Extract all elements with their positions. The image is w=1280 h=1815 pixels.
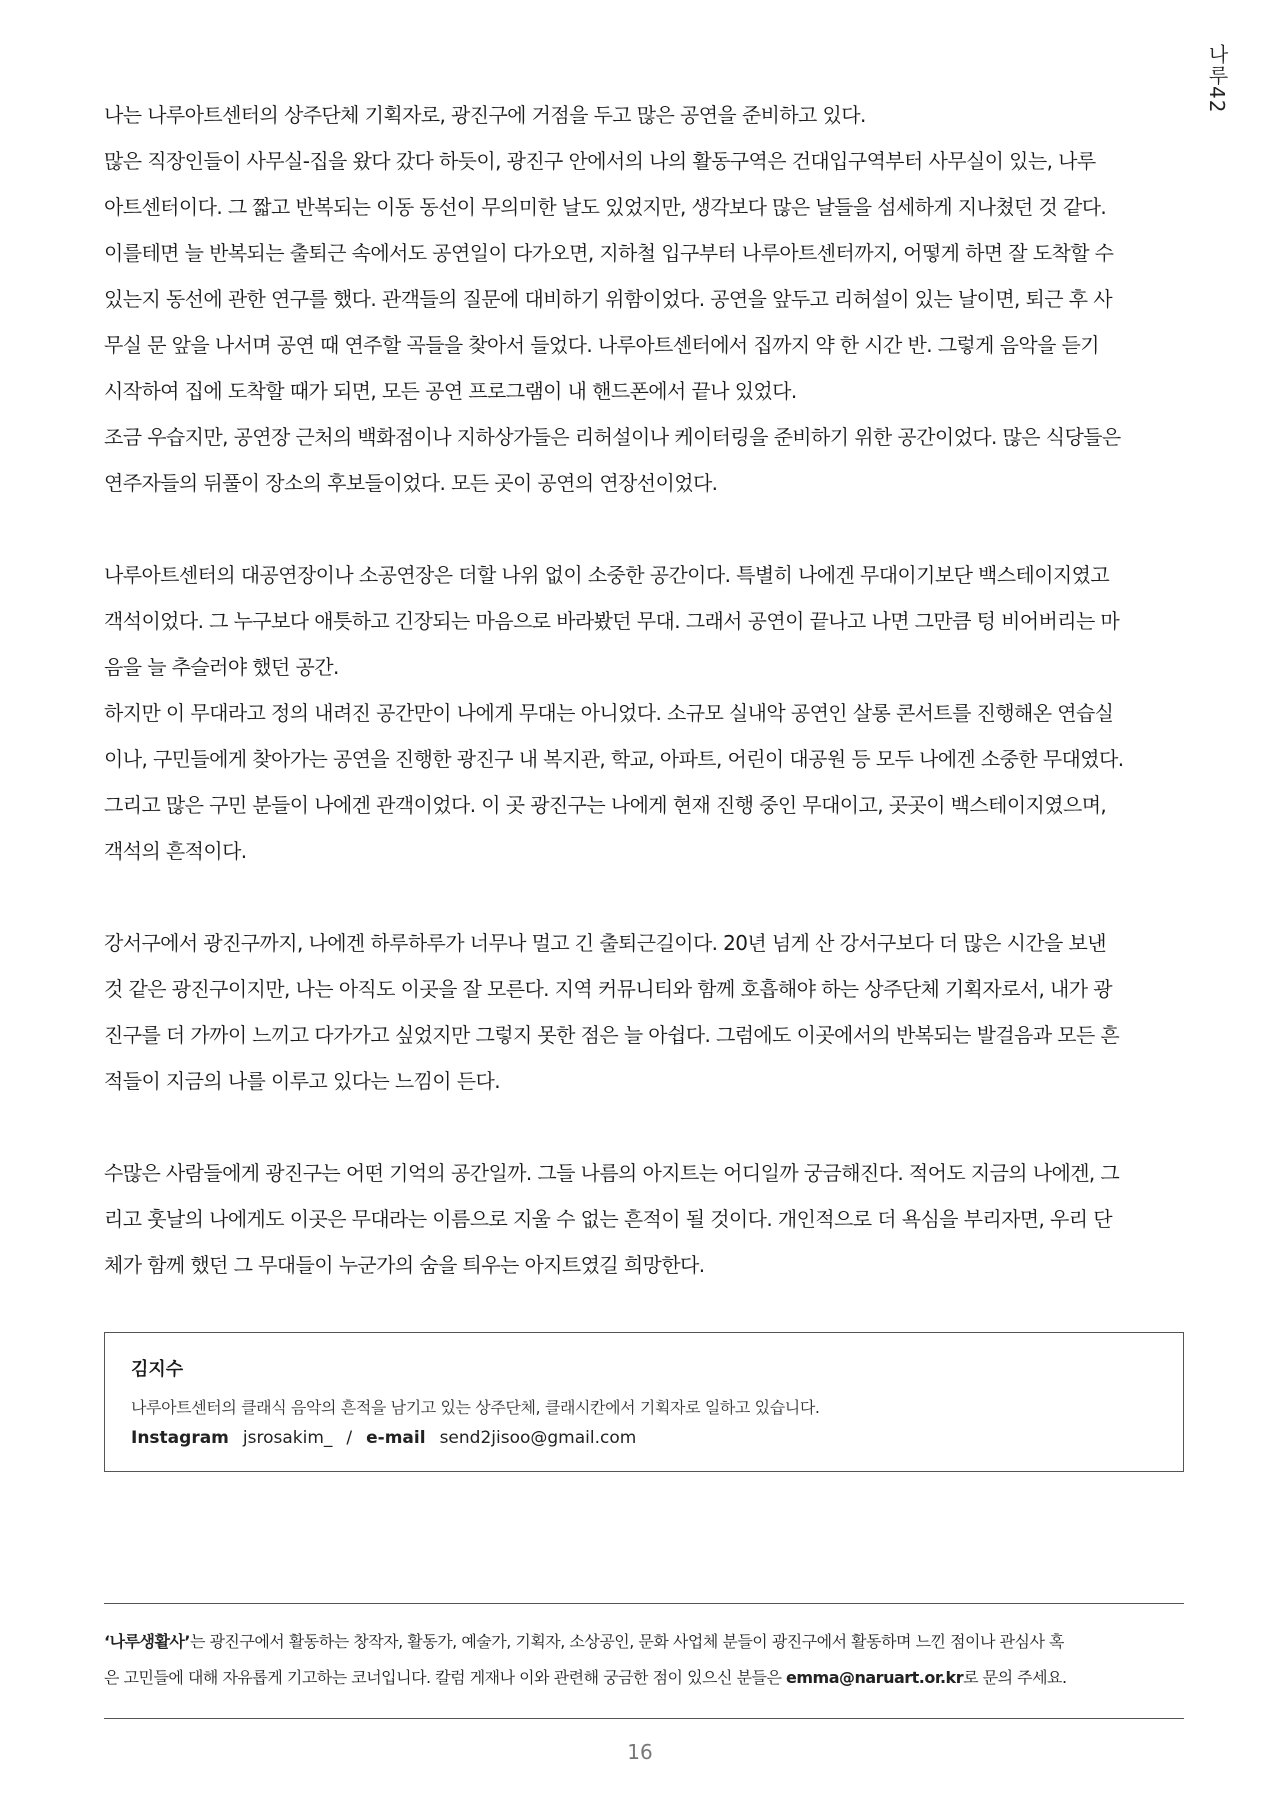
text-line: 아트센터이다. 그 짧고 반복되는 이동 동선이 무의미한 날도 있었지만, 생각보다 많은 날들을 섬세하게 지나쳤던 것 같다.	[104, 195, 1107, 219]
text-line	[104, 1660, 1184, 1696]
text-line: 적들이 지금의 나를 이루고 있다는 느낌이 든다.	[104, 1069, 500, 1093]
text-line: 연주자들의 뒤풀이 장소의 후보들이었다. 모든 곳이 공연의 연장선이었다.	[104, 471, 718, 495]
text-line: 조금 우습지만, 공연장 근처의 백화점이나 지하상가들은 리허설이나 케이터링을 준비하기 위한 공간이었다. 많은 식당들은	[104, 425, 1121, 449]
article-body	[104, 92, 1184, 1288]
text-line: 무실 문 앞을 나서며 공연 때 연주할 곡들을 찾아서 들었다. 나루아트센터에서 집까지 약 한 시간 반. 그렇게 음악을 듣기	[104, 333, 1099, 357]
paragraph-3	[104, 920, 1184, 1104]
paragraph-4	[104, 1150, 1184, 1288]
text-line: 이나, 구민들에게 찾아가는 공연을 진행한 광진구 내 복지관, 학교, 아파트, 어린이 대공원 등 모두 나에겐 소중한 무대였다.	[104, 747, 1124, 771]
text-line: 강서구에서 광진구까지, 나에겐 하루하루가 너무나 멀고 긴 출퇴근길이다. 20년 넘게 산 강서구보다 더 많은 시간을 보낸	[104, 931, 1106, 955]
issue-label: 나루42	[1205, 44, 1229, 114]
text-line: 나루아트센터의 대공연장이나 소공연장은 더할 나위 없이 소중한 공간이다. 특별히 나에겐 무대이기보단 백스테이지였고	[104, 563, 1110, 587]
author-description: 나루아트센터의 클래식 음악의 흔적을 남기고 있는 상주단체, 클래시칸에서 기획자로 일하고 있습니다.	[131, 1398, 820, 1417]
text-line: 많은 직장인들이 사무실-집을 왔다 갔다 하듯이, 광진구 안에서의 나의 활동구역은 건대입구역부터 사무실이 있는, 나루	[104, 149, 1096, 173]
corner-text: 는 광진구에서 활동하는 창작자, 활동가, 예술가, 기획자, 소상공인, 문화 사업체 분들이 광진구에서 활동하며 느낀 점이나 관심사 혹	[189, 1632, 1064, 1651]
page-number: 16	[627, 1740, 653, 1764]
paragraph-2	[104, 552, 1184, 874]
corner-name: ‘나루생활사’	[104, 1632, 190, 1651]
email-label: e-mail	[366, 1428, 426, 1448]
corner-text: 로 문의 주세요.	[963, 1668, 1067, 1687]
text-line: 음을 늘 추슬러야 했던 공간.	[104, 655, 339, 679]
text-line: 진구를 더 가까이 느끼고 다가가고 싶었지만 그렇지 못한 점은 늘 아쉽다. 그럼에도 이곳에서의 반복되는 발걸음과 모든 흔	[104, 1023, 1120, 1047]
instagram-handle: jsrosakim_	[242, 1428, 333, 1448]
paragraph-gap	[104, 1104, 1184, 1150]
contact-separator: /	[346, 1428, 353, 1448]
text-line: 체가 함께 했던 그 무대들이 누군가의 숨을 틔우는 아지트였길 희망한다.	[104, 1253, 705, 1277]
paragraph-gap	[104, 506, 1184, 552]
text-line: 객석이었다. 그 누구보다 애틋하고 긴장되는 마음으로 바라봤던 무대. 그래서 공연이 끝나고 나면 그만큼 텅 비어버리는 마	[104, 609, 1120, 633]
footer-divider-top	[104, 1603, 1184, 1604]
text-line: 나는 나루아트센터의 상주단체 기획자로, 광진구에 거점을 두고 많은 공연을 준비하고 있다.	[104, 103, 866, 127]
text-line: 하지만 이 무대라고 정의 내려진 공간만이 나에게 무대는 아니었다. 소규모 실내악 공연인 살롱 콘서트를 진행해온 연습실	[104, 701, 1114, 725]
footer-divider-bottom	[104, 1718, 1184, 1719]
corner-description	[104, 1624, 1184, 1696]
text-line: 그리고 많은 구민 분들이 나에겐 관객이었다. 이 곳 광진구는 나에게 현재 진행 중인 무대이고, 곳곳이 백스테이지였으며,	[104, 793, 1107, 817]
corner-text: 은 고민들에 대해 자유롭게 기고하는 코너입니다. 칼럼 게재나 이와 관련해 궁금한 점이 있으신 분들은	[104, 1668, 786, 1687]
author-contact	[131, 1428, 1157, 1448]
text-line: 객석의 흔적이다.	[104, 839, 247, 863]
instagram-label: Instagram	[131, 1428, 229, 1448]
author-info-box	[104, 1332, 1184, 1472]
text-line	[104, 1624, 1184, 1660]
text-line: 이를테면 늘 반복되는 출퇴근 속에서도 공연일이 다가오면, 지하철 입구부터 나루아트센터까지, 어떻게 하면 잘 도착할 수	[104, 241, 1114, 265]
text-line: 리고 훗날의 나에게도 이곳은 무대라는 이름으로 지울 수 없는 흔적이 될 것이다. 개인적으로 더 욕심을 부리자면, 우리 단	[104, 1207, 1112, 1231]
paragraph-1	[104, 92, 1184, 506]
text-line: 수많은 사람들에게 광진구는 어떤 기억의 공간일까. 그들 나름의 아지트는 어디일까 궁금해진다. 적어도 지금의 나에겐, 그	[104, 1161, 1120, 1185]
paragraph-gap	[104, 874, 1184, 920]
author-name: 김지수	[131, 1359, 184, 1380]
text-line: 시작하여 집에 도착할 때가 되면, 모든 공연 프로그램이 내 핸드폰에서 끝나 있었다.	[104, 379, 797, 403]
text-line: 것 같은 광진구이지만, 나는 아직도 이곳을 잘 모른다. 지역 커뮤니티와 함께 호흡해야 하는 상주단체 기획자로서, 내가 광	[104, 977, 1112, 1001]
text-line: 있는지 동선에 관한 연구를 했다. 관객들의 질문에 대비하기 위함이었다. 공연을 앞두고 리허설이 있는 날이면, 퇴근 후 사	[104, 287, 1112, 311]
author-email: send2jisoo@gmail.com	[439, 1428, 637, 1448]
contact-email: emma@naruart.or.kr	[786, 1668, 964, 1687]
